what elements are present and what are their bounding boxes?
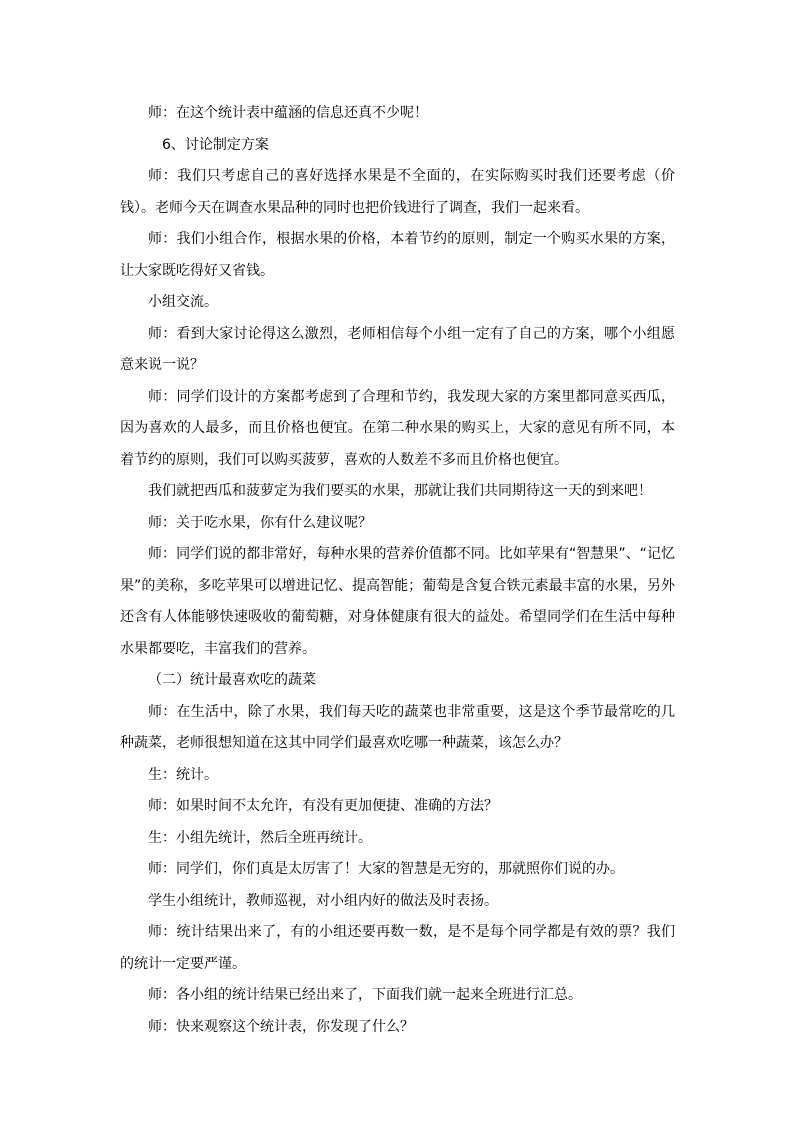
paragraph: 小组交流。 — [148, 294, 218, 310]
paragraph: 我们就把西瓜和菠萝定为我们要买的水果，那就让我们共同期待这一天的到来吧！ — [148, 483, 652, 499]
paragraph: 师：关于吃水果，你有什么建议呢？ — [148, 514, 372, 531]
section-heading: 6、讨论制定方案 — [162, 136, 269, 153]
section-heading: （二）统计最喜欢吃的蔬菜 — [148, 672, 316, 688]
paragraph: 师：如果时间不太允许，有没有更加便捷、准确的方法？ — [148, 798, 498, 814]
paragraph: 师：在生活中，除了水果，我们每天吃的蔬菜也非常重要，这是这个季节最常吃的几种蔬菜，老师很想知道在这其中同学们最喜欢吃哪一种蔬菜，该怎么办？ — [120, 703, 675, 751]
paragraph: 生：小组先统计，然后全班再统计。 — [148, 829, 372, 846]
paragraph: 师：我们小组合作，根据水果的价格，本着节约的原则，制定一个购买水果的方案，让大家既吃得好又省钱。 — [120, 231, 675, 279]
document-body — [120, 98, 675, 1043]
paragraph: 师：看到大家讨论得这么激烈，老师相信每个小组一定有了自己的方案，哪个小组愿意来说一说？ — [120, 325, 675, 373]
paragraph: 师：同学们，你们真是太厉害了！大家的智慧是无穷的，那就照你们说的办。 — [148, 861, 624, 877]
paragraph: 师：统计结果出来了，有的小组还要再数一数，是不是每个同学都是有效的票？我们的统计一定要严谨。 — [120, 924, 675, 972]
paragraph: 师：同学们设计的方案都考虑到了合理和节约，我发现大家的方案里都同意买西瓜，因为喜欢的人最多，而且价格也便宜。在第二种水果的购买上，大家的意见有所不同，本着节约的原则，我们可以购买菠萝，喜欢的人数差不多而且价格也便宜。 — [120, 388, 675, 468]
paragraph: 师：快来观察这个统计表，你发现了什么？ — [148, 1018, 414, 1035]
paragraph: 师：我们只考虑自己的喜好选择水果是不全面的，在实际购买时我们还要考虑（价钱）。老师今天在调查水果品种的同时也把价钱进行了调查，我们一起来看。 — [120, 168, 675, 216]
paragraph: 师：各小组的统计结果已经出来了，下面我们就一起来全班进行汇总。 — [148, 987, 582, 1003]
paragraph: 生：统计。 — [148, 766, 218, 783]
paragraph: 师：同学们说的都非常好，每种水果的营养价值都不同。比如苹果有“智慧果”、“记忆果”的美称，多吃苹果可以增进记忆、提高智能；葡萄是含复合铁元素最丰富的水果，另外还含有人体能够快速吸收的葡萄糖，对身体健康有很大的益处。希望同学们在生活中每种水果都要吃，丰富我们的营养。 — [120, 546, 675, 657]
paragraph: 学生小组统计，教师巡视，对小组内好的做法及时表扬。 — [148, 892, 498, 909]
paragraph: 师：在这个统计表中蕴涵的信息还真不少呢！ — [148, 105, 428, 121]
